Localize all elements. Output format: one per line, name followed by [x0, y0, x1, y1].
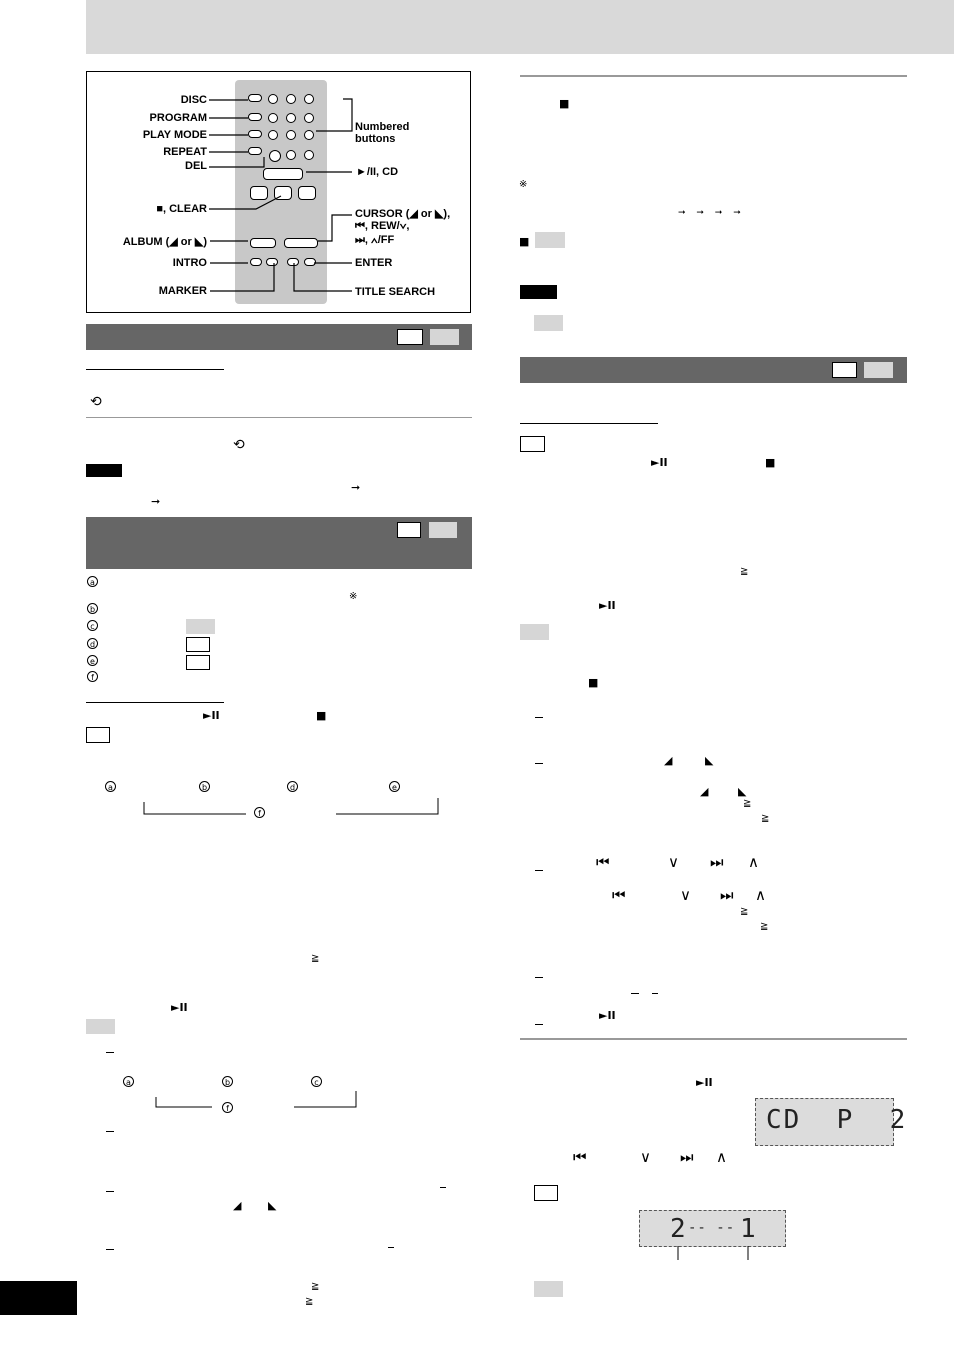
skip-forward-icon: ⏭: [710, 853, 724, 871]
tip-badge: [535, 232, 565, 248]
section-badge-1: [832, 362, 857, 378]
section-badge-2: [429, 522, 457, 538]
circled-c: c: [87, 620, 98, 631]
list-badge-e: [186, 655, 210, 670]
circled-b: b: [199, 781, 210, 792]
divider: [86, 417, 472, 418]
circled-e: e: [87, 655, 98, 666]
ref-mark: ※: [519, 179, 528, 190]
tip-badge: [86, 1019, 115, 1034]
dash: [535, 717, 543, 718]
dash: [106, 1249, 114, 1250]
mode-badge: [534, 1185, 558, 1201]
label-enter: ENTER: [355, 257, 393, 269]
geq-mark: ≧: [311, 1281, 320, 1292]
circled-f: f: [87, 671, 98, 682]
cursor-left-icon: ◢: [700, 785, 709, 798]
cursor-right-icon: ◣: [738, 785, 747, 798]
play-pause-icon: ►II: [651, 456, 668, 469]
repeat-icon: ⟲: [90, 394, 102, 410]
dash: [535, 870, 543, 871]
tip-badge: [520, 624, 549, 640]
stop-icon: ■: [316, 709, 327, 722]
dash: [106, 1052, 114, 1053]
dash: [631, 993, 639, 994]
subheading-rule: [86, 702, 224, 703]
circled-a: a: [105, 781, 116, 792]
dash: [440, 1187, 446, 1188]
bracket-diagram: [140, 794, 442, 818]
dash: [106, 1131, 114, 1132]
down-icon: ∨: [680, 886, 691, 904]
label-play-cd: ►/II, CD: [356, 166, 399, 178]
circled-a: a: [123, 1076, 134, 1087]
arrow-icon: ➞: [351, 481, 361, 494]
page-number-tab: [0, 1281, 77, 1315]
play-pause-icon: ►II: [171, 1001, 188, 1014]
stop-icon: ■: [519, 235, 530, 248]
lcd-dashes: -- --: [688, 1220, 736, 1236]
down-icon: ∨: [668, 853, 679, 871]
circled-a: a: [87, 576, 98, 587]
lcd-text: CD P 2: [766, 1105, 908, 1135]
circled-b: b: [222, 1076, 233, 1087]
label-intro: INTRO: [172, 257, 207, 269]
stop-icon: ■: [559, 97, 570, 110]
tip-badge: [534, 1281, 563, 1297]
geq-mark: ≧: [740, 906, 749, 917]
play-pause-icon: ►II: [696, 1076, 713, 1089]
mode-badge: [86, 727, 110, 743]
ref-mark: ※: [349, 591, 358, 602]
repeat-icon: ⟲: [233, 437, 245, 453]
skip-back-icon: ⏮: [596, 853, 610, 871]
circled-f: f: [254, 807, 265, 818]
label-ff: ⏭, ∧/FF: [355, 234, 395, 246]
tip-badge: [534, 315, 563, 331]
geq-mark: ≧: [740, 566, 749, 577]
divider: [520, 75, 907, 77]
play-pause-icon: ►II: [599, 599, 616, 612]
remote-leader-lines: [86, 71, 471, 313]
label-clear: ■, CLEAR: [156, 203, 207, 215]
label-rew: ⏮, REW/∨,: [355, 220, 410, 232]
page-header-band: [86, 0, 954, 54]
section-badge-1: [397, 329, 423, 345]
list-badge-d: [186, 637, 210, 652]
play-pause-icon: ►II: [599, 1009, 616, 1022]
arrow-icon: ➞: [151, 495, 161, 508]
section-badge-2: [430, 329, 459, 345]
section-badge-2: [864, 362, 893, 378]
skip-forward-icon: ⏭: [680, 1148, 694, 1166]
geq-mark: ≧: [760, 921, 769, 932]
lcd-display-track: [639, 1210, 786, 1247]
label-play-mode: PLAY MODE: [142, 129, 207, 141]
note-tag: [520, 285, 557, 299]
skip-back-icon: ⏮: [573, 1148, 587, 1166]
arrow-sequence: ➞ ➞ ➞ ➞: [678, 208, 745, 218]
label-program: PROGRAM: [149, 112, 207, 124]
section-badge-1: [397, 522, 421, 538]
geq-mark: ≧: [761, 813, 770, 824]
circled-d: d: [287, 781, 298, 792]
up-icon: ∧: [755, 886, 766, 904]
label-title-search: TITLE SEARCH: [355, 286, 436, 298]
label-marker: MARKER: [158, 285, 207, 297]
dash: [106, 1191, 114, 1192]
circled-f: f: [222, 1102, 233, 1113]
skip-forward-icon: ⏭: [720, 886, 734, 904]
circled-c: c: [311, 1076, 322, 1087]
geq-mark: ≧: [305, 1296, 314, 1307]
circled-d: d: [87, 638, 98, 649]
stop-icon: ■: [765, 456, 776, 469]
geq-mark: ≧: [311, 953, 320, 964]
label-disc: DISC: [180, 94, 207, 106]
divider: [520, 1038, 907, 1040]
label-buttons: buttons: [355, 133, 396, 145]
label-repeat: REPEAT: [163, 146, 207, 158]
lcd-display-program: [755, 1098, 908, 1146]
circled-e: e: [389, 781, 400, 792]
geq-mark: ≧: [743, 798, 752, 809]
up-icon: ∧: [716, 1148, 727, 1166]
dash: [652, 993, 658, 994]
dash: [535, 1024, 543, 1025]
cursor-right-icon: ◣: [705, 754, 714, 767]
subheading-rule: [520, 423, 658, 424]
mode-badge: [520, 436, 545, 452]
lcd-track-number: 2: [670, 1214, 688, 1244]
label-del: DEL: [185, 160, 207, 172]
lcd-pointer-lines: [670, 1246, 760, 1262]
cursor-left-icon: ◢: [233, 1199, 242, 1212]
label-numbered: Numbered: [355, 121, 410, 133]
dash: [388, 1247, 394, 1248]
dash: [535, 977, 543, 978]
cursor-left-icon: ◢: [664, 754, 673, 767]
up-icon: ∧: [748, 853, 759, 871]
cursor-right-icon: ◣: [268, 1199, 277, 1212]
subheading-rule: [86, 369, 224, 370]
note-tag: [86, 464, 122, 477]
label-cursor: CURSOR (◢ or ◣),: [355, 208, 451, 220]
stop-icon: ■: [588, 676, 599, 689]
bracket-diagram: [152, 1089, 362, 1111]
down-icon: ∨: [640, 1148, 651, 1166]
list-badge-c: [186, 619, 215, 634]
label-album: ALBUM (◢ or ◣): [122, 236, 207, 248]
circled-b: b: [87, 603, 98, 614]
play-pause-icon: ►II: [203, 709, 220, 722]
dash: [535, 763, 543, 764]
lcd-program-number: 1: [740, 1214, 758, 1244]
skip-back-icon: ⏮: [612, 886, 626, 904]
